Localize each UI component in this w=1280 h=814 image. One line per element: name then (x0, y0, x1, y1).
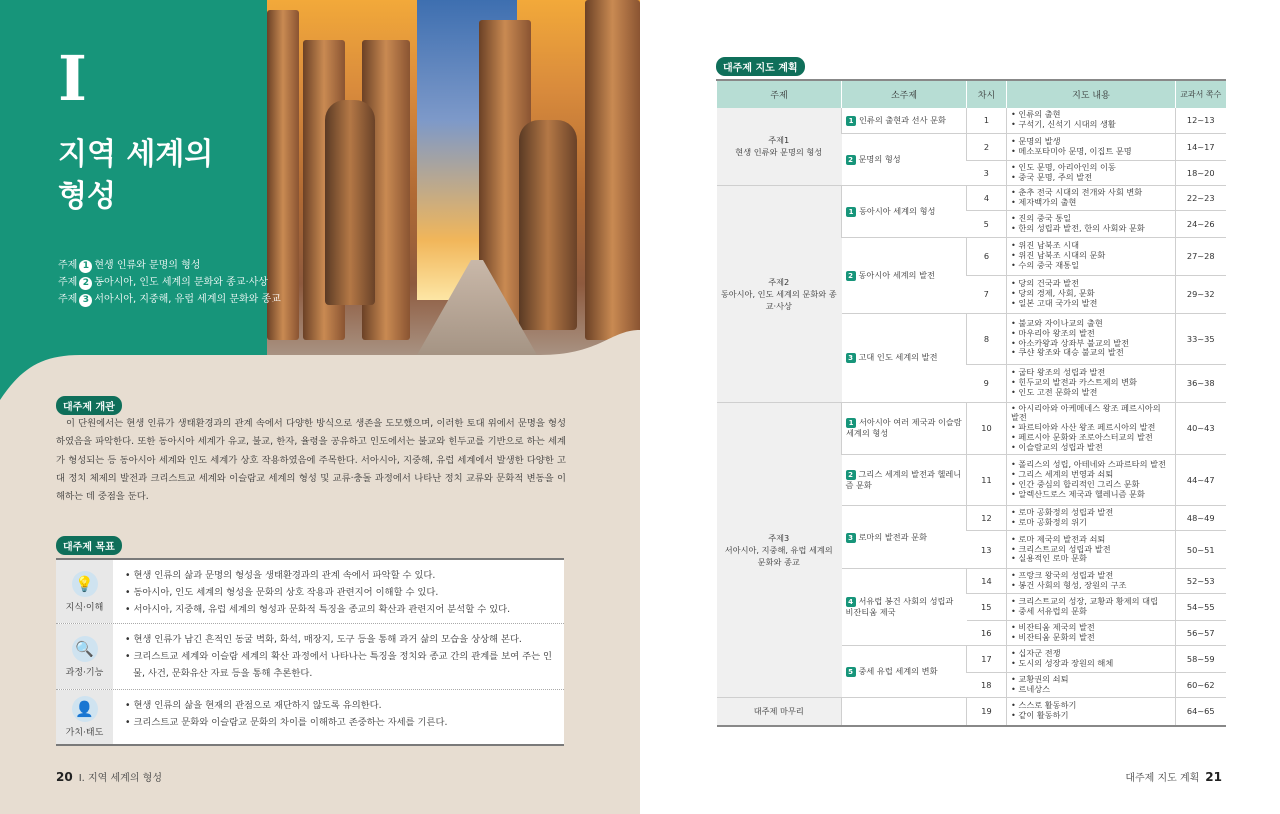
lesson-point: • 비잔티움 제국의 발전 (1011, 622, 1095, 633)
lesson-point: • 중국 문명, 주의 발전 (1011, 171, 1093, 182)
lesson-point: • 인류의 출현 (1011, 109, 1061, 120)
lesson-point: • 위진 남북조 시대 (1011, 240, 1080, 251)
table-row: 주제3 서아시아, 지중해, 유럽 세계의 문화와 종교 1 서아시아 여러 제국과 이슬람 세계의 형성 10 • 아시리아와 아케메네스 왕조 페르시아의 발전 • 파르티아와 사산 왕조 페르시아의 발전 • 페르시아 문화와 조로아스터교의 발전 • 이슬람교의 성립과 발전 40~43 (717, 402, 1226, 455)
goal-row: 👤 가치·태도 • 현생 인류의 삶을 현재의 관점으로 재단하지 않도록 유의한다. • 크리스트교 문화와 이슬람교 문화의 차이를 이해하고 존중하는 자세를 기른다. (56, 690, 564, 744)
unit-number: I (58, 42, 90, 115)
lesson-point: • 메소포타미아 문명, 이집트 문명 (1011, 145, 1132, 156)
table-row: 3 고대 인도 세계의 발전 8 • 불교와 자이나교의 출현 • 마우리아 왕조의 발전 • 아소카왕과 상좌부 불교의 발전 • 쿠샨 왕조와 대승 불교의 발전 33~35 (717, 313, 1226, 364)
footer-left: 20 I. 지역 세계의 형성 (56, 770, 162, 784)
temple-photo (267, 0, 640, 355)
lesson-point: • 폴리스의 성립, 아테네와 스파르타의 발전 (1011, 459, 1166, 470)
table-row: 2 동아시아 세계의 발전 6 • 위진 남북조 시대 • 위진 남북조 시대의 문화 • 수의 중국 재통일 27~28 (717, 237, 1226, 275)
lesson-point: • 그리스 세계의 번영과 쇠퇴 (1011, 469, 1114, 480)
lesson-points (1007, 160, 1176, 185)
lesson-point: • 중세 서유럽의 문화 (1011, 606, 1087, 617)
goal-row: 💡 지식·이해 • 현생 인류의 삶과 문명의 형성을 생태환경과의 관계 속에서 파악할 수 있다. • 동아시아, 인도 세계의 형성을 문화의 상호 작용과 관련지어 이해할 수 있다. • 서아시아, 지중해, 유럽 세계의 형성과 문화적 특징을 종교의 확산과 관련지어 분석할 수 있다. (56, 560, 564, 624)
table-row: 주제1 현생 인류와 문명의 형성 1 인류의 출현과 선사 문화 1 • 인류의 출현 • 구석기, 신석기 시대의 생활 12~13 (717, 108, 1226, 133)
lesson-point: • 로마 공화정의 성립과 발전 (1011, 507, 1114, 518)
lesson-point: • 이슬람교의 성립과 발전 (1011, 442, 1103, 453)
magnifier-icon: 🔍 (72, 636, 98, 662)
lesson-points (1007, 531, 1176, 569)
lesson-point: • 진의 중국 통일 (1011, 212, 1072, 223)
table-row: 5 • 진의 중국 통일 • 한의 성립과 발전, 한의 사회와 문화 24~26 (717, 210, 1226, 237)
overview-text: 이 단원에서는 현생 인류가 생태환경과의 관계 속에서 다양한 방식으로 생존을 도모했으며, 이러한 토대 위에서 문명을 형성하였음을 파악한다. 또한 동아시아 세계가 유교, 불교, 한자, 율령을 공유하고 인도에서는 불교와 힌두교를 기반으로 하는 세계가 형성되는 등 동아시아 세계와 인도 세계가 상호 작용하였음에 주목한다. 서아시아, 지중해, 유럽 세계에서 발생한 다양한 고대 정치 체제의 발전과 크리스트교 세계와 이슬람교 세계의 형성 및 교류·충돌 과정에서 나타난 정치 교류와 문화적 변동을 이해하는 데 중점을 둔다. (56, 418, 566, 503)
lesson-points (1007, 185, 1176, 210)
lesson-point: • 마우리아 왕조의 발전 (1011, 327, 1095, 338)
footer-right: 대주제 지도 계획 21 (1125, 770, 1222, 784)
topic-item: 주제 3 서아시아, 지중해, 유럽 세계의 문화와 종교 (58, 294, 281, 305)
unit-title: 지역 세계의 형성 (58, 137, 214, 214)
table-row: 15 • 크리스트교의 성장, 교황과 황제의 대립 • 중세 서유럽의 문화 54~55 (717, 594, 1226, 621)
lesson-points (1007, 275, 1176, 313)
lesson-point: • 당의 경제, 사회, 문화 (1011, 288, 1095, 299)
lesson-points (1007, 646, 1176, 673)
lesson-points (1007, 364, 1176, 402)
lesson-point: • 춘추 전국 시대의 전개와 사회 변화 (1011, 186, 1143, 197)
goal-row: 🔍 과정·기능 • 현생 인류가 남긴 흔적인 동굴 벽화, 화석, 매장지, 도구 등을 통해 과거 삶의 모습을 상상해 본다. • 크리스트교 세계와 이슬람 세계의 확산 과정에서 나타나는 특징을 정치와 종교 간의 관계를 보여 주는 인물, 사건, 문화유산 자료 등을 통해 추론한다. (56, 624, 564, 690)
lesson-point: • 실용적인 로마 문화 (1011, 553, 1087, 564)
lesson-point: • 불교와 자이나교의 출현 (1011, 317, 1103, 328)
lesson-points (1007, 402, 1176, 455)
table-row: 13 • 로마 제국의 발전과 쇠퇴 • 크리스트교의 성립과 발전 • 실용적인 로마 문화 50~51 (717, 531, 1226, 569)
lesson-points (1007, 210, 1176, 237)
lesson-point: • 알렉산드로스 제국과 헬레니즘 문화 (1011, 488, 1145, 499)
lesson-points (1007, 506, 1176, 531)
lesson-point: • 르네상스 (1011, 684, 1051, 695)
table-row: 대주제 마무리 19 • 스스로 활동하기 • 같이 활동하기 64~65 (717, 698, 1226, 726)
plan-badge: 대주제 지도 계획 (716, 57, 805, 76)
lesson-point: • 수의 중국 재통일 (1011, 259, 1080, 270)
table-row: 9 • 굽타 왕조의 성립과 발전 • 힌두교의 발전과 카스트제의 변화 • 인도 고전 문화의 발전 36~38 (717, 364, 1226, 402)
lesson-points (1007, 313, 1176, 364)
lesson-points (1007, 133, 1176, 160)
overview-badge: 대주제 개관 (56, 396, 122, 415)
lesson-point: • 인도 문명, 아리아인의 이동 (1011, 161, 1116, 172)
lesson-point: • 굽타 왕조의 성립과 발전 (1011, 367, 1106, 378)
lesson-points (1007, 108, 1176, 133)
lesson-point: • 페르시아 문화와 조로아스터교의 발전 (1011, 432, 1153, 443)
lesson-point: • 파르티아와 사산 왕조 페르시아의 발전 (1011, 422, 1156, 433)
lesson-point: • 십자군 전쟁 (1011, 648, 1061, 659)
goals-table (56, 558, 564, 746)
table-row: 7 • 당의 건국과 발전 • 당의 경제, 사회, 문화 • 일본 고대 국가의 발전 29~32 (717, 275, 1226, 313)
table-row: 3 • 인도 문명, 아리아인의 이동 • 중국 문명, 주의 발전 18~20 (717, 160, 1226, 185)
lesson-points (1007, 569, 1176, 594)
lesson-points (1007, 698, 1176, 726)
lesson-point: • 크리스트교의 성장, 교황과 황제의 대립 (1011, 596, 1158, 607)
lesson-point: • 구석기, 신석기 시대의 생활 (1011, 119, 1116, 130)
table-header: 주제 소주제 차시 지도 내용 교과서 쪽수 (717, 80, 1226, 108)
lesson-point: • 교황권의 쇠퇴 (1011, 674, 1069, 685)
lesson-point: • 한의 성립과 발전, 한의 사회와 문화 (1011, 222, 1145, 233)
lesson-point: • 스스로 활동하기 (1011, 700, 1077, 711)
person-icon: 👤 (72, 696, 98, 722)
table-row: 2 문명의 형성 2 • 문명의 발생 • 메소포타미아 문명, 이집트 문명 14~17 (717, 133, 1226, 160)
goals-badge: 대주제 목표 (56, 536, 122, 555)
lesson-point: • 로마 제국의 발전과 쇠퇴 (1011, 533, 1106, 544)
lesson-point: • 같이 활동하기 (1011, 710, 1069, 721)
table-row: 주제2 동아시아, 인도 세계의 문화와 종교·사상 1 동아시아 세계의 형성 4 • 춘추 전국 시대의 전개와 사회 변화 • 제자백가의 출현 22~23 (717, 185, 1226, 210)
table-row: 4 서유럽 봉건 사회의 성립과 비잔티움 제국 14 • 프랑크 왕국의 성립과 발전 • 봉건 사회의 형성, 장원의 구조 52~53 (717, 569, 1226, 594)
lesson-points (1007, 673, 1176, 698)
lightbulb-icon: 💡 (72, 571, 98, 597)
table-row: 2 그리스 세계의 발전과 헬레니즘 문화 11 • 폴리스의 성립, 아테네와 스파르타의 발전 • 그리스 세계의 번영과 쇠퇴 • 인간 중심의 합리적인 그리스 문화 • 알렉산드로스 제국과 헬레니즘 문화 44~47 (717, 455, 1226, 506)
lesson-points (1007, 594, 1176, 621)
lesson-point: • 위진 남북조 시대의 문화 (1011, 250, 1106, 261)
lesson-point: • 크리스트교의 성립과 발전 (1011, 543, 1111, 554)
lesson-point: • 도시의 성장과 장원의 해체 (1011, 658, 1114, 669)
lesson-points (1007, 237, 1176, 275)
lesson-point: • 로마 공화정의 위기 (1011, 517, 1087, 528)
lesson-points (1007, 621, 1176, 646)
topic-list (58, 257, 281, 308)
table-row: 18 • 교황권의 쇠퇴 • 르네상스 60~62 (717, 673, 1226, 698)
table-row: 3 로마의 발전과 문화 12 • 로마 공화정의 성립과 발전 • 로마 공화정의 위기 48~49 (717, 506, 1226, 531)
lesson-points (1007, 455, 1176, 506)
lesson-point: • 비잔티움 문화의 발전 (1011, 632, 1095, 643)
lesson-point: • 프랑크 왕국의 성립과 발전 (1011, 570, 1114, 581)
table-row: 5 중세 유럽 세계의 변화 17 • 십자군 전쟁 • 도시의 성장과 장원의 해체 58~59 (717, 646, 1226, 673)
lesson-point: • 제자백가의 출현 (1011, 196, 1077, 207)
topic-item: 주제 2 동아시아, 인도 세계의 문화와 종교·사상 (58, 277, 268, 288)
lesson-point: • 아시리아와 아케메네스 왕조 페르시아의 발전 (1011, 402, 1161, 423)
lesson-point: • 문명의 발생 (1011, 135, 1061, 146)
lesson-point: • 당의 건국과 발전 (1011, 278, 1080, 289)
lesson-point: • 인간 중심의 합리적인 그리스 문화 (1011, 479, 1140, 490)
lesson-point: • 일본 고대 국가의 발전 (1011, 297, 1098, 308)
plan-table (716, 79, 1226, 727)
table-row: 16 • 비잔티움 제국의 발전 • 비잔티움 문화의 발전 56~57 (717, 621, 1226, 646)
lesson-point: • 인도 고전 문화의 발전 (1011, 386, 1098, 397)
lesson-point: • 봉건 사회의 형성, 장원의 구조 (1011, 580, 1127, 591)
lesson-point: • 힌두교의 발전과 카스트제의 변화 (1011, 377, 1137, 388)
lesson-point: • 쿠샨 왕조와 대승 불교의 발전 (1011, 347, 1124, 358)
lesson-point: • 아소카왕과 상좌부 불교의 발전 (1011, 337, 1130, 348)
topic-item: 주제 1 현생 인류와 문명의 형성 (58, 260, 201, 271)
